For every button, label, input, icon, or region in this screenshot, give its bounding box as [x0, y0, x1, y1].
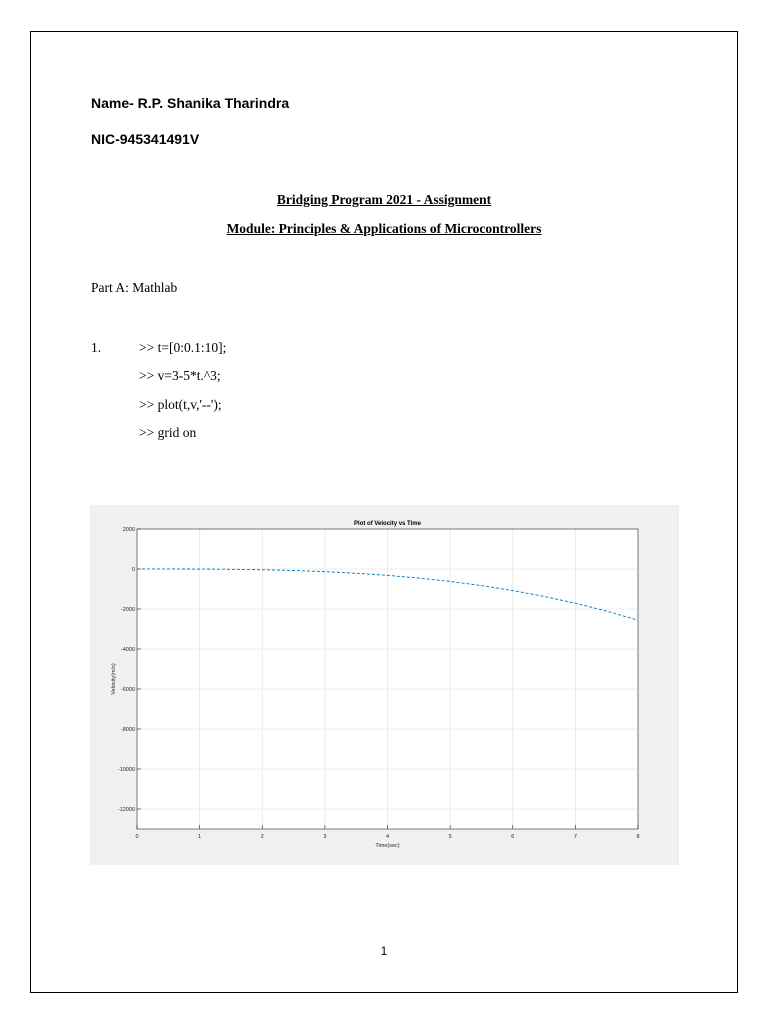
student-name: Name- R.P. Shanika Tharindra: [91, 95, 290, 111]
part-a-heading: Part A: Mathlab: [91, 280, 178, 295]
y-tick-label: -10000: [117, 767, 135, 773]
y-tick-label: 2000: [122, 527, 135, 533]
student-nic: NIC-945341491V: [91, 131, 200, 147]
x-tick-label: 5: [448, 834, 452, 840]
x-tick-label: 4: [385, 834, 390, 840]
x-axis-label: Time(sec): [375, 843, 400, 849]
y-tick-label: -8000: [120, 727, 135, 733]
module-title: Module: Principles & Applications of Microcontrollers: [226, 221, 542, 236]
code-line: >> grid on: [139, 425, 197, 440]
y-axis-label: Velocity(m/s): [111, 663, 117, 695]
program-title: Bridging Program 2021 - Assignment: [276, 192, 492, 207]
question-number: 1.: [91, 340, 102, 355]
y-tick-label: 0: [131, 567, 135, 573]
code-line: >> v=3-5*t.^3;: [139, 368, 221, 383]
x-tick-label: 3: [323, 834, 327, 840]
y-tick-label: -12000: [117, 807, 135, 813]
chart-title: Plot of Velocity vs Time: [354, 521, 421, 527]
x-tick-label: 7: [573, 834, 577, 840]
y-tick-label: -6000: [120, 687, 135, 693]
velocity-chart: [90, 505, 679, 865]
x-tick-label: 8: [636, 834, 640, 840]
x-tick-label: 0: [135, 834, 139, 840]
y-tick-label: -2000: [120, 607, 135, 613]
code-line: >> plot(t,v,'--');: [139, 397, 222, 412]
y-tick-label: -4000: [120, 647, 135, 653]
x-tick-label: 2: [260, 834, 264, 840]
code-line: >> t=[0:0.1:10];: [139, 340, 227, 355]
x-tick-label: 1: [198, 834, 202, 840]
x-tick-label: 6: [511, 834, 515, 840]
page-number: 1: [380, 944, 388, 958]
